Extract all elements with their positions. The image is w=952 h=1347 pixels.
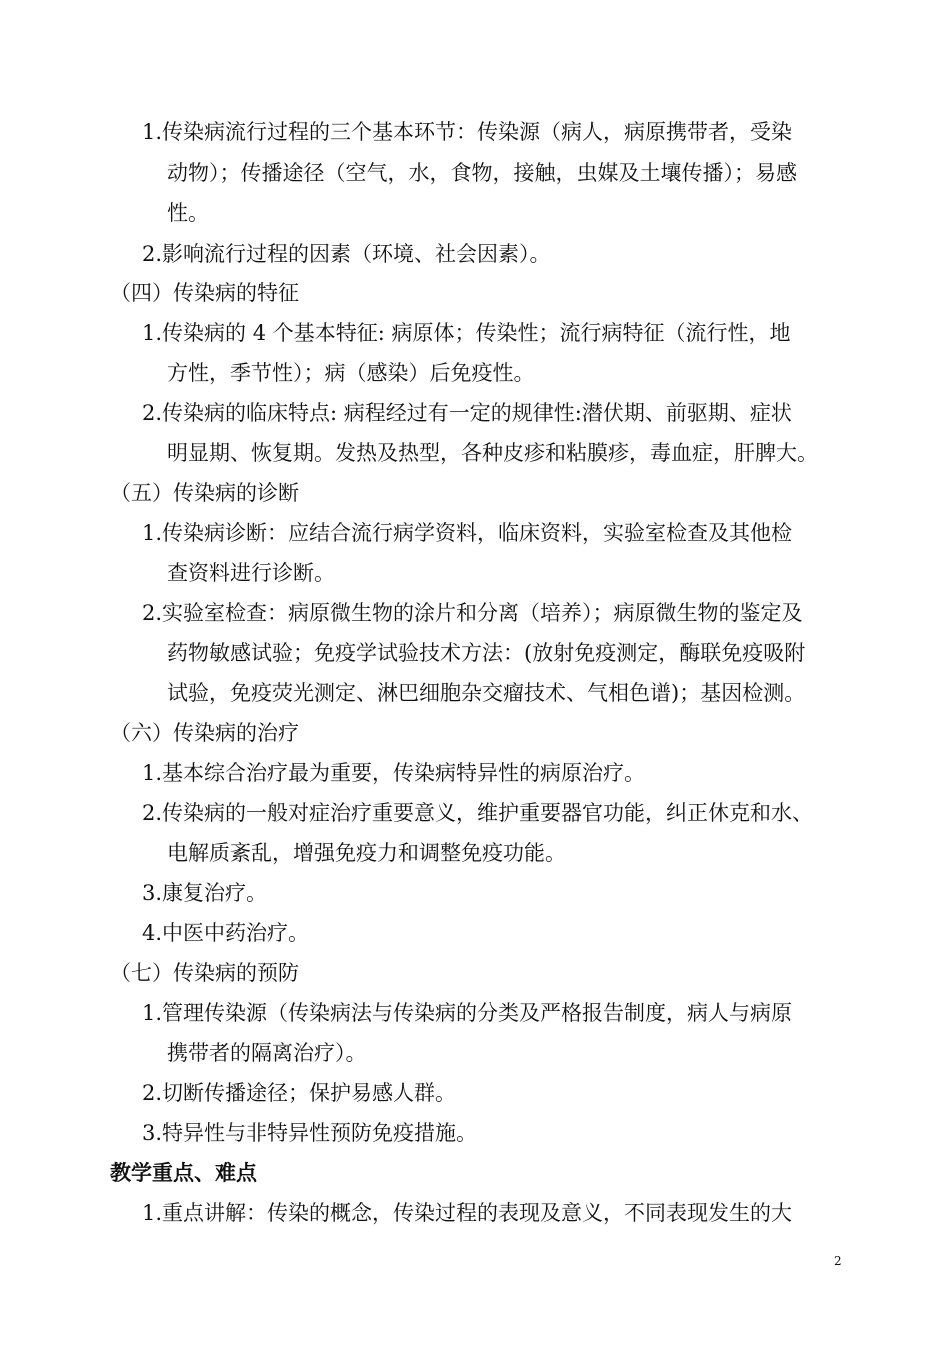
sec6-item-2-line-2: 电解质紊乱，增强免疫力和调整免疫功能。 <box>167 841 566 865</box>
sec4-item-2-line-2: 明显期、恢复期。发热及热型，各种皮疹和粘膜疹，毒血症，肝脾大。 <box>167 441 818 465</box>
key-item-1: 1.重点讲解：传染的概念，传染过程的表现及意义，不同表现发生的大 <box>142 1201 793 1225</box>
section-7-title: （七）传染病的预防 <box>110 961 299 985</box>
sec5-item-2-line-1: 2.实验室检查：病原微生物的涂片和分离（培养）；病原微生物的鉴定及 <box>142 601 803 625</box>
sec4-item-1-line-1: 1.传染病的 4 个基本特征: 病原体；传染性；流行病特征（流行性，地 <box>142 321 791 345</box>
sec7-item-1-line-2: 携带者的隔离治疗）。 <box>167 1041 367 1065</box>
section-6-title: （六）传染病的治疗 <box>110 721 299 745</box>
sec6-item-4: 4.中医中药治疗。 <box>142 921 310 945</box>
sec5-item-1-line-2: 查资料进行诊断。 <box>167 561 335 585</box>
section-5-title: （五）传染病的诊断 <box>110 481 299 505</box>
intro-item-1-line-3: 性。 <box>167 201 209 225</box>
sec7-item-1-line-1: 1.管理传染源（传染病法与传染病的分类及严格报告制度，病人与病原 <box>142 1001 793 1025</box>
intro-item-1-line-1: 1.传染病流行过程的三个基本环节：传染源（病人，病原携带者，受染 <box>142 120 793 144</box>
sec7-item-2: 2.切断传播途径；保护易感人群。 <box>142 1081 457 1105</box>
sec6-item-2-line-1: 2.传染病的一般对症治疗重要意义，维护重要器官功能，纠正休克和水、 <box>142 801 814 825</box>
key-points-heading: 教学重点、难点 <box>110 1160 257 1185</box>
sec5-item-2-line-2: 药物敏感试验；免疫学试验技术方法：(放射免疫测定，酶联免疫吸附 <box>167 641 806 665</box>
sec4-item-2-line-1: 2.传染病的临床特点: 病程经过有一定的规律性:潜伏期、前驱期、症状 <box>142 401 792 425</box>
sec6-item-1: 1.基本综合治疗最为重要，传染病特异性的病原治疗。 <box>142 761 646 785</box>
sec5-item-2-line-3: 试验，免疫荧光测定、淋巴细胞杂交瘤技术、气相色谱)；基因检测。 <box>167 681 806 705</box>
page-number: 2 <box>834 1254 842 1268</box>
intro-item-2: 2.影响流行过程的因素（环境、社会因素）。 <box>142 242 551 266</box>
intro-item-1-line-2: 动物）；传播途径（空气，水，食物，接触，虫媒及土壤传播）；易感 <box>167 161 797 185</box>
sec7-item-3: 3.特异性与非特异性预防免疫措施。 <box>142 1121 478 1145</box>
section-4-title: （四）传染病的特征 <box>110 281 299 305</box>
sec5-item-1-line-1: 1.传染病诊断：应结合流行病学资料，临床资料，实验室检查及其他检 <box>142 521 793 545</box>
sec6-item-3: 3.康复治疗。 <box>142 881 268 905</box>
sec4-item-1-line-2: 方性，季节性）；病（感染）后免疫性。 <box>167 361 535 385</box>
